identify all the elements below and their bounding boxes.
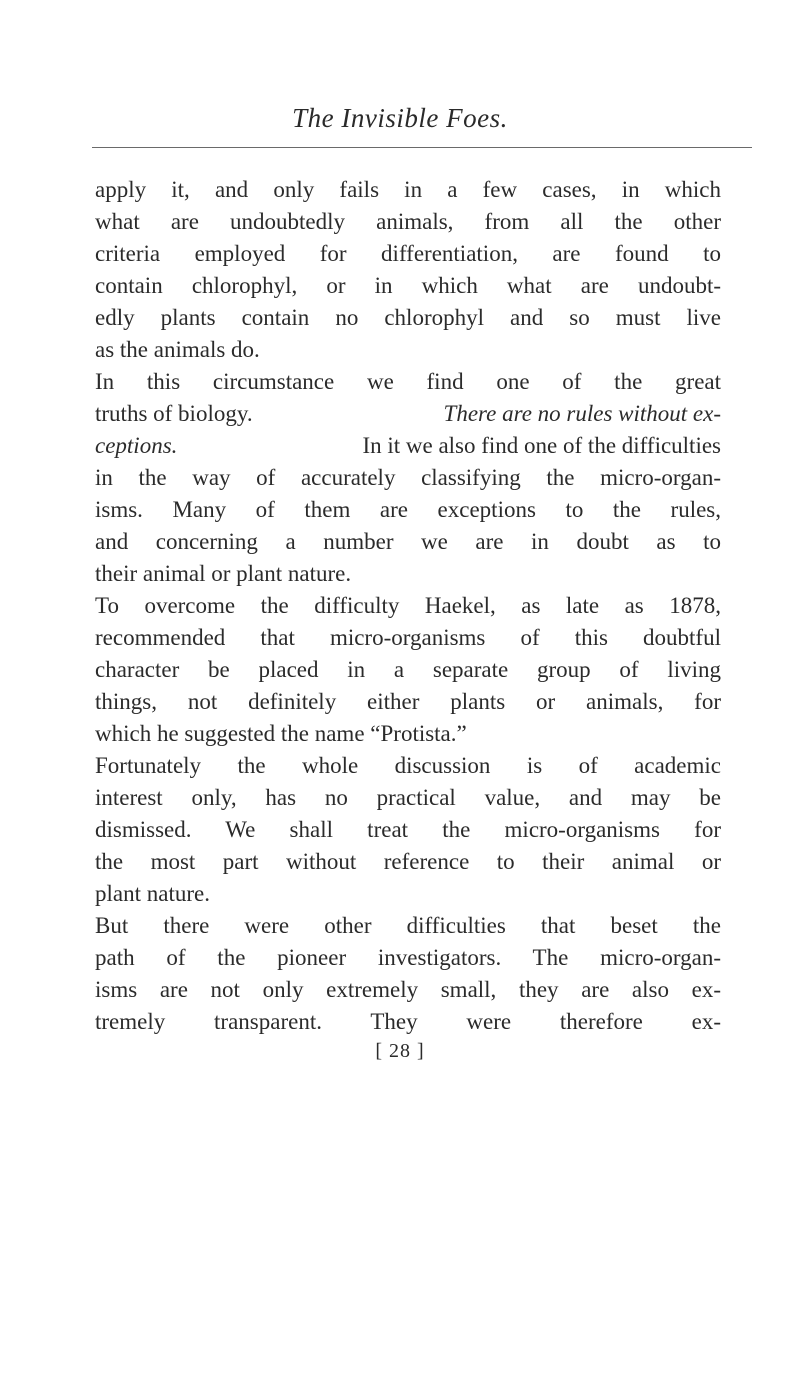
text-line-mixed [95,398,721,430]
text-line: isms are not only extremely small, they are also ex- [95,977,721,1002]
text-line: But there were other difficulties that beset the [95,913,721,938]
text-line: things, not definitely either plants or animals, for [95,689,721,714]
text-segment: In it we also find one of the difficulties [362,433,721,458]
text-segment: truths of biology. [95,401,253,426]
header-rule [92,147,752,148]
running-head: The Invisible Foes. [292,103,508,133]
text-line: dismissed. We shall treat the micro-organisms for [95,817,721,842]
page-number: [ 28 ] [375,1040,425,1062]
text-line: path of the pioneer investigators. The micro-organ- [95,945,721,970]
text-line: in the way of accurately classifying the micro-organ- [95,465,721,490]
text-line: what are undoubtedly animals, from all the other [95,209,721,234]
text-line: In this circumstance we find one of the great [95,369,721,394]
text-line: the most part without reference to their animal or [95,849,721,874]
text-line: To overcome the difficulty Haekel, as late as 1878, [95,593,721,618]
text-line: apply it, and only fails in a few cases, in which [95,177,721,202]
text-line: which he suggested the name “Protista.” [95,721,467,746]
text-line: character be placed in a separate group of living [95,657,721,682]
text-line: plant nature. [95,881,210,906]
text-line: and concerning a number we are in doubt as to [95,529,721,554]
text-line: recommended that micro-organisms of this doubtful [95,625,721,650]
text-line: Fortunately the whole discussion is of academic [95,753,721,778]
italic-segment: ceptions. [95,433,178,458]
text-line: interest only, has no practical value, and may be [95,785,721,810]
text-line: their animal or plant nature. [95,561,352,586]
text-line: isms. Many of them are exceptions to the rules, [95,497,721,522]
text-line: edly plants contain no chlorophyl and so must live [95,305,721,330]
text-line: criteria employed for differentiation, are found to [95,241,721,266]
italic-segment: There are no rules without ex- [443,401,721,426]
text-line-mixed [95,430,721,462]
text-line: contain chlorophyl, or in which what are undoubt- [95,273,721,298]
text-line: tremely transparent. They were therefore ex- [95,1009,721,1034]
text-line: as the animals do. [95,337,260,362]
